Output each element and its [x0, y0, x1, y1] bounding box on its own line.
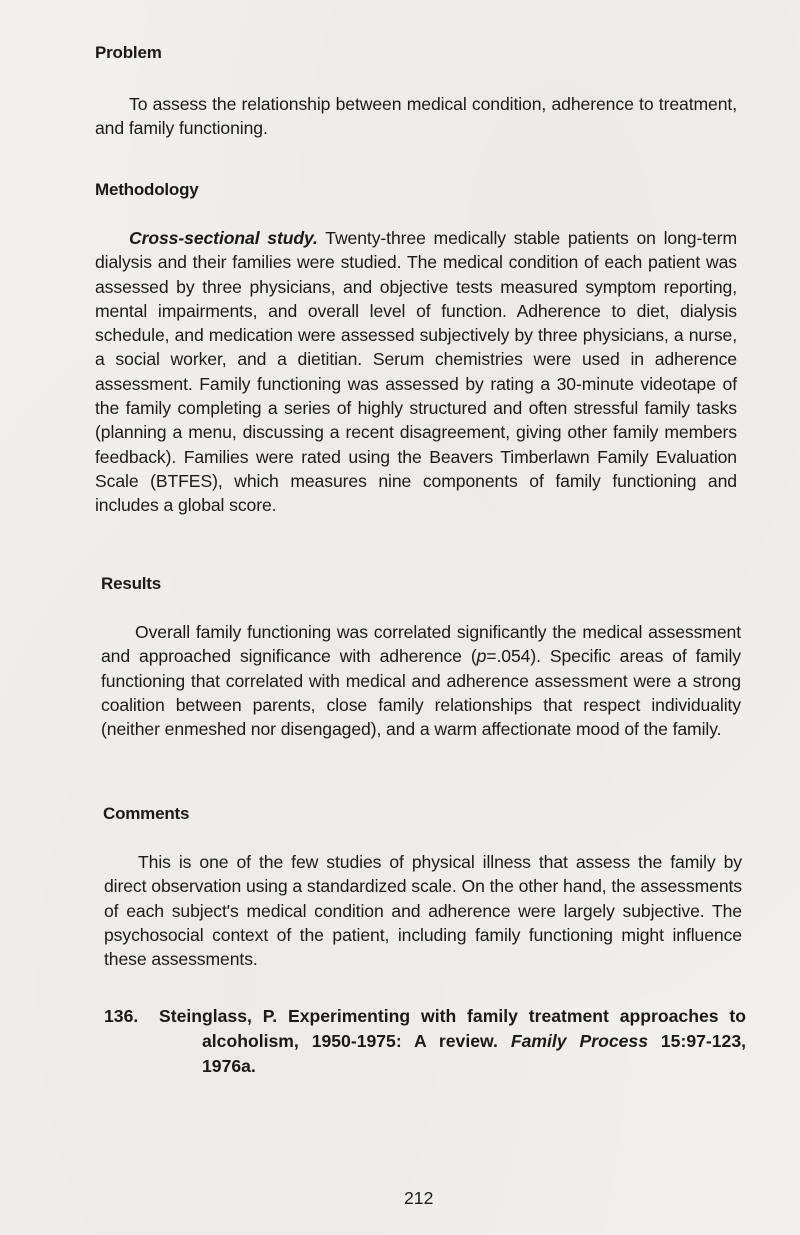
- results-text: [101, 620, 741, 741]
- results-body-end: =.054). Specific areas of family functioning that correlated with medical and adherence assessment were a strong coalition between parents, close family relationships that respect individuality (neither enmeshed nor disengaged), and a warm affectionate mood of the family.: [101, 646, 741, 740]
- methodology-heading: Methodology: [95, 180, 199, 199]
- methodology-text: [95, 226, 737, 518]
- reference-number: 136.: [104, 1006, 139, 1026]
- problem-text: To assess the relationship between medical condition, adherence to treatment, and family functioning.: [95, 94, 737, 139]
- results-body-start: Overall family functioning was correlated significantly the medical assessment and approached significance with adherence (: [101, 622, 741, 667]
- reference-volume-pages: 15:97-123, 1976a.: [202, 1031, 746, 1076]
- reference-entry: [104, 1004, 746, 1079]
- reference-journal: Family Process: [510, 1031, 648, 1051]
- methodology-body: Twenty-three medically stable patients on long-term dialysis and their families were studied. The medical condition of each patient was assessed by three physicians, and objective tests measured symptom reporting, mental impairments, and overall level of function. Adherence to diet, dialysis schedule, and medication were assessed subjectively by three physicians, a nurse, a social worker, and a dietitian. Serum chemistries were used in adherence assessment. Family functioning was assessed by rating a 30-minute videotape of the family completing a series of highly structured and often stressful family tasks (planning a menu, discussing a recent disagreement, giving other family members feedback). Families were rated using the Beavers Timberlawn Family Evaluation Scale (BTFES), which measures nine components of family functioning and includes a global score.: [95, 228, 737, 516]
- results-p-symbol: p: [476, 646, 487, 667]
- problem-heading: Problem: [95, 43, 162, 62]
- comments-heading: Comments: [103, 804, 190, 823]
- reference-citation: [159, 1004, 746, 1079]
- results-heading: Results: [101, 574, 162, 593]
- methodology-lead: Cross-sectional study.: [129, 228, 318, 248]
- comments-text: This is one of the few studies of physical illness that assess the family by direct observation using a standardized scale. On the other hand, the assessments of each subject's medical condition and adherence were largely subjective. The psychosocial context of the patient, including family functioning might influence these assessments.: [104, 852, 742, 970]
- page-number: 212: [404, 1188, 434, 1208]
- reference-authors-title: Steinglass, P. Experimenting with family treatment approaches to alcoholism, 1950-1975: A review.: [159, 1006, 746, 1051]
